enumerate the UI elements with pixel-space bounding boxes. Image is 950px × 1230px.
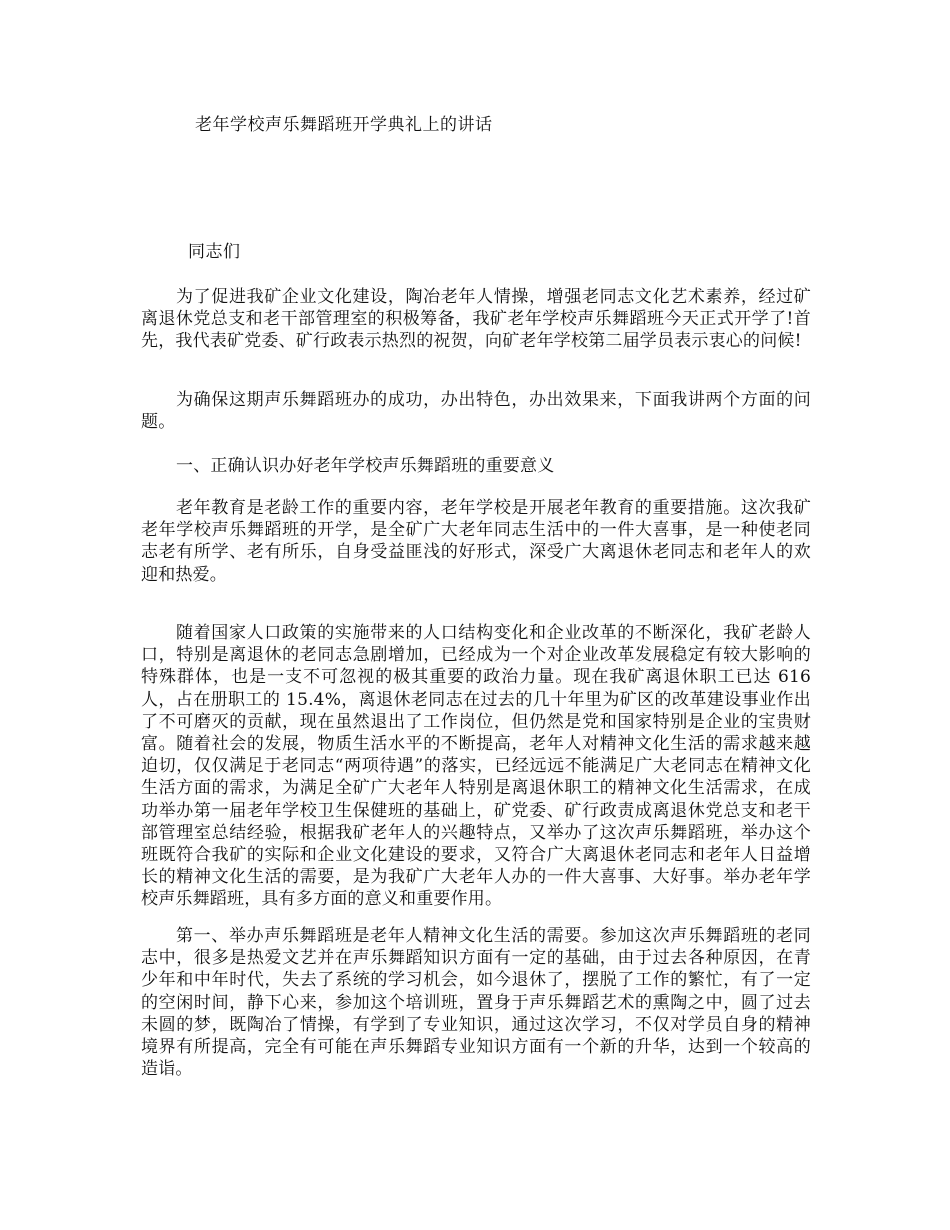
- salutation: 同志们: [188, 242, 241, 262]
- paragraph-section-2: 随着国家人口政策的实施带来的人口结构变化和企业改革的不断深化，我矿老龄人口，特别是离退休的老同志急剧增加，已经成为一个对企业改革发展稳定有较大影响的特殊群体，也是一支不可忽视的极其重要的政治力量。现在我矿离退休职工已达 616 人，占在册职工的 15.4%，离退休老同志在过去的几十年里为矿区的改革建设事业作出了不可磨灭的贡献，现在虽然退出了工作岗位，但仍然是党和国家特别是企业的宝贵财富。随着社会的发展，物质生活水平的不断提高，老年人对精神文化生活的需求越来越迫切，仅仅满足于老同志“两项待遇”的落实，已经远远不能满足广大老同志在精神文化生活方面的需求，为满足全矿广大老年人特别是离退休职工的精神文化生活需求，在成功举办第一届老年学校卫生保健班的基础上，矿党委、矿行政责成离退休党总支和老干部管理室总结经验，根据我矿老年人的兴趣特点，又举办了这次声乐舞蹈班，举办这个班既符合我矿的实际和企业文化建设的要求，又符合广大离退休老同志和老年人日益增长的精神文化生活的需要，是为我矿广大老年人办的一件大喜事、大好事。举办老年学校声乐舞蹈班，具有多方面的意义和重要作用。: [141, 623, 811, 910]
- section-heading: 一、正确认识办好老年学校声乐舞蹈班的重要意义: [176, 456, 555, 476]
- paragraph-overview: 为确保这期声乐舞蹈班办的成功，办出特色，办出效果来，下面我讲两个方面的问题。: [141, 390, 811, 433]
- document-title: 老年学校声乐舞蹈班开学典礼上的讲话: [195, 115, 493, 135]
- paragraph-section-1: 老年教育是老龄工作的重要内容，老年学校是开展老年教育的重要措施。这次我矿老年学校声乐舞蹈班的开学，是全矿广大老年同志生活中的一件大喜事，是一种使老同志老有所学、老有所乐，自身受益匪浅的好形式，深受广大离退休老同志和老年人的欢迎和热爱。: [141, 498, 811, 585]
- paragraph-section-3: 第一、举办声乐舞蹈班是老年人精神文化生活的需要。参加这次声乐舞蹈班的老同志中，很多是热爱文艺并在声乐舞蹈知识方面有一定的基础，由于过去各种原因，在青少年和中年时代，失去了系统的学习机会，如今退休了，摆脱了工作的繁忙，有了一定的空闲时间，静下心来，参加这个培训班，置身于声乐舞蹈艺术的熏陶之中，圆了过去未圆的梦，既陶冶了情操，有学到了专业知识，通过这次学习，不仅对学员自身的精神境界有所提高，完全有可能在声乐舞蹈专业知识方面有一个新的升华，达到一个较高的造诣。: [141, 926, 811, 1080]
- paragraph-intro: 为了促进我矿企业文化建设，陶冶老年人情操，增强老同志文化艺术素养，经过矿离退休党总支和老干部管理室的积极筹备，我矿老年学校声乐舞蹈班今天正式开学了!首先，我代表矿党委、矿行政表示热烈的祝贺，向矿老年学校第二届学员表示衷心的问候!: [141, 287, 811, 352]
